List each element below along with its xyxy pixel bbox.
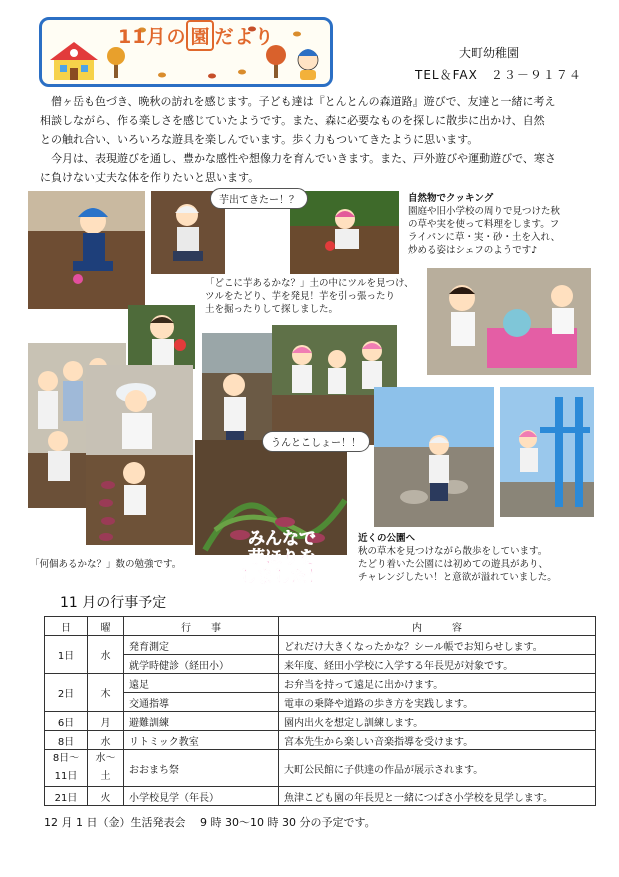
table-row: 6日 月 避難訓練 園内出火を想定し訓練します。 <box>45 712 596 731</box>
table-row: 8日～ 11日 水～ 土 おおまち祭 大町公民館に子供達の作品が展示されます。 <box>45 750 596 787</box>
events-table <box>44 616 596 806</box>
table-row: 交通指導 電車の乗降や道路の歩き方を実践します。 <box>45 693 596 712</box>
caption-cooking: 自然物でクッキング 園庭や旧小学校の周りで見つけた秋 の草や実を使って料理をします。フ ライパンに草・実・砂・土を入れ、 炒める姿はシェフのようです♪ <box>408 193 561 256</box>
photo-girl-red-gloves <box>128 305 195 369</box>
header-content: 内 容 <box>279 617 596 636</box>
newsletter-title: 11月の 園 だより <box>118 20 274 51</box>
table-row: 21日 火 小学校見学（年長） 魚津こども園の年長児と一緒につばさ小学校を見学します。 <box>45 787 596 806</box>
header-dow: 曜 <box>88 617 124 636</box>
photo-counting-potatoes <box>86 365 193 545</box>
photo-playground <box>500 387 594 517</box>
en-kanji-box: 園 <box>186 20 214 51</box>
table-header-row <box>45 617 596 636</box>
speech-bubble-untoko: うんとこしょー！！ <box>262 431 370 452</box>
table-row: 就学時健診（経田小） 来年度、経田小学校に入学する年長児が対象です。 <box>45 655 596 674</box>
header-event: 行 事 <box>124 617 279 636</box>
photo-nature-cooking <box>427 268 591 375</box>
events-heading: 11 月の行事予定 <box>60 595 167 611</box>
photo-park-climbing <box>374 387 494 527</box>
footer-note: 12 月 1 日（金）生活発表会 9 時 30～10 時 30 分の予定です。 <box>44 816 376 829</box>
caption-park: 近くの公園へ 秋の草木を見つけながら散歩をしています。 たどり着いた公園には初めての遊具があり、 チャレンジしたい！と意欲が溢れていました。 <box>358 533 557 583</box>
caption-how-many: 「何個あるかな？」数の勉強です。 <box>30 559 182 570</box>
tel-fax: TEL＆FAX ２３－９１７４ <box>415 68 582 82</box>
speech-bubble-imo: 芋出てきたー！？ <box>210 188 308 209</box>
header-day: 日 <box>45 617 88 636</box>
table-row: 2日 木 遠足 お弁当を持って遠足に出かけます。 <box>45 674 596 693</box>
table-row: 8日 水 リトミック教室 宮本先生から楽しい音楽指導を受けます。 <box>45 731 596 750</box>
caption-where-potato: 「どこに芋あるかな？」土の中にツルを見つけ、 ツルをたどり、芋を発見！芋を引っ張ったり 土を掘ったりして探しました。 <box>205 278 414 315</box>
photo-child-digging <box>28 191 145 309</box>
table-row: 1日 水 発育測定 どれだけ大きくなったかな？シール帳でお知らせします。 <box>45 636 596 655</box>
child-character-icon <box>298 49 318 80</box>
kindergarten-building-icon <box>50 42 98 80</box>
school-name: 大町幼稚園 <box>459 46 520 60</box>
imohori-title: みんなで 芋ほりを しました！ <box>239 529 325 587</box>
intro-paragraph: 僧ヶ岳も色づき、晩秋の訪れを感じます。子ども達は『とんとんの森道路』遊びで、友達と一緒に考え 相談しながら、作る楽しさを感じていたようです。また、森に必要なものを探しに散歩に出かけ、自然 との触れ合い、いろいろな遊具を楽しんでいます。歩く力もついてきたように思います。 今月は、表現遊びを通し、豊かな感性や想像力を育んでいきます。また、戸外遊びや運動遊びで、寒さ に負けない丈夫な体を作りたいと思います。 <box>40 95 556 184</box>
